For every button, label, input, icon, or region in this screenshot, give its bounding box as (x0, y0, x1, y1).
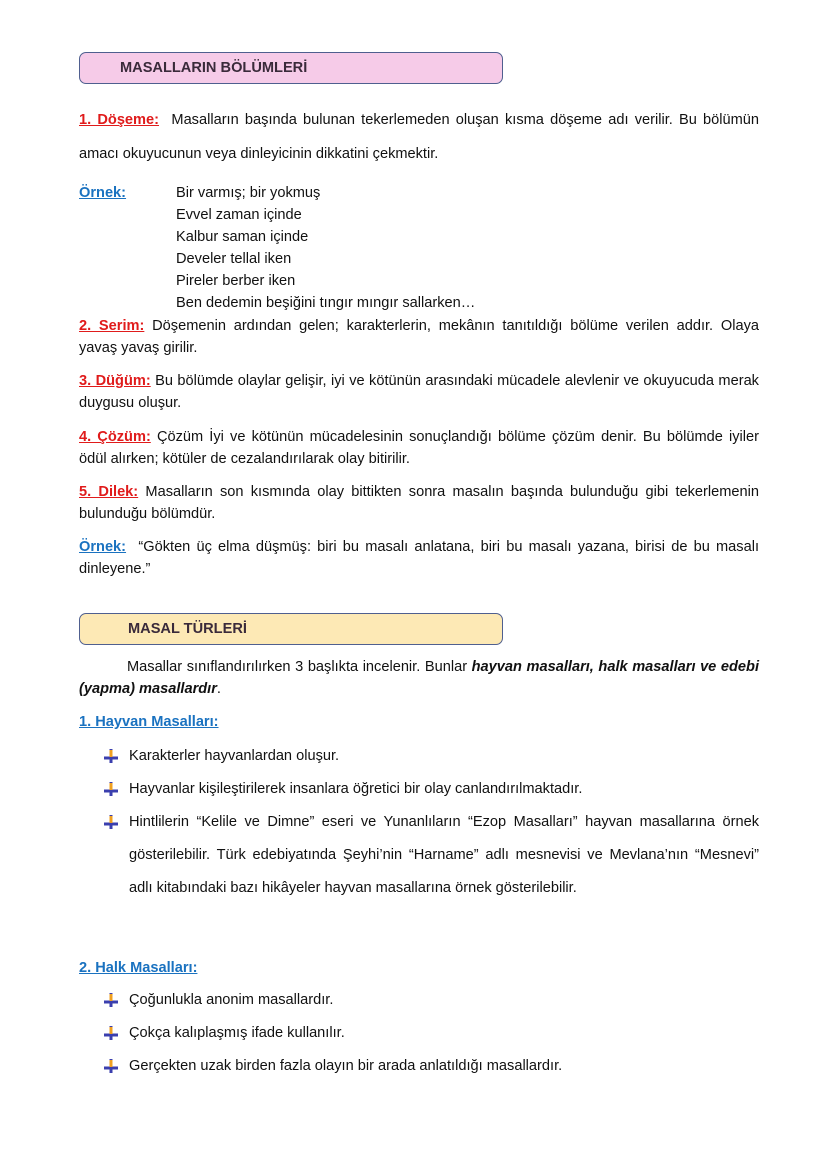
bullet-arrow-icon (104, 1059, 118, 1073)
section-header-bolumler (79, 52, 503, 84)
doseme-label: 1. Döşeme: (79, 112, 160, 128)
item-text: Hayvanlar kişileştirilerek insanlara öğretici bir olay canlandırılmaktadır. (129, 781, 583, 797)
intro-paragraph (79, 656, 759, 700)
example-label: Örnek: (79, 539, 127, 555)
list-item (104, 740, 759, 773)
example-2-paragraph (79, 536, 759, 580)
bullet-arrow-icon (104, 993, 118, 1007)
poem-line: Ben dedemin beşiğini tıngır mıngır sallarken… (176, 295, 476, 311)
doseme-paragraph (79, 103, 759, 171)
cozum-label: 4. Çözüm: (79, 429, 151, 445)
section-title: MASAL TÜRLERİ (128, 621, 247, 637)
list-item (104, 806, 759, 905)
list-item (104, 984, 759, 1017)
example-label-1 (79, 182, 126, 204)
example-text: “Gökten üç elma düşmüş: biri bu masalı anlatana, biri bu masalı yazana, birisi de bu masalı dinleyene.” (79, 539, 759, 577)
bullet-arrow-icon (104, 1026, 118, 1040)
poem-line: Develer tellal iken (176, 251, 292, 267)
list-item (104, 1017, 759, 1050)
example-label: Örnek: (79, 185, 127, 201)
item-text: Çoğunlukla anonim masallardır. (129, 992, 334, 1008)
serim-paragraph (79, 315, 759, 359)
item-text: Karakterler hayvanlardan oluşur. (129, 748, 340, 764)
dugum-label: 3. Düğüm: (79, 373, 151, 389)
dilek-paragraph (79, 481, 759, 525)
section-header-turler (79, 613, 503, 645)
serim-text: Döşemenin ardından gelen; karakterlerin, mekânın tanıtıldığı bölüme verilen addır. Olaya yavaş yavaş girilir. (79, 318, 759, 356)
poem-line: Pireler berber iken (176, 273, 296, 289)
intro-bold: hayvan masalları, halk masalları ve edebi (yapma) masallardır (79, 659, 759, 697)
cozum-text: Çözüm İyi ve kötünün mücadelesinin sonuçlandığı bölüme çözüm denir. Bu bölümde iyiler ödül alırken; kötüler de cezalandırılarak olay bitirilir. (79, 429, 759, 467)
hayvan-heading (79, 711, 759, 733)
item-text: Hintlilerin “Kelile ve Dimne” eseri ve Yunanlıların “Ezop Masalları” hayvan masallarına örnek gösterilebilir. Türk edebiyatında Şeyhi’nin “Harname” adlı mesnevisi ve Mevlana’nın “Mesnevi” adlı kitabındaki bazı hikâyeler hayvan masallarına örnek gösterilebilir. (129, 814, 759, 896)
item-text: Çokça kalıplaşmış ifade kullanılır. (129, 1025, 345, 1041)
serim-label: 2. Serim: (79, 318, 145, 334)
halk-title: 2. Halk Masalları: (79, 960, 198, 976)
bullet-arrow-icon (104, 815, 118, 829)
section-title: MASALLARIN BÖLÜMLERİ (120, 60, 308, 76)
intro-end: . (216, 681, 221, 697)
dugum-paragraph (79, 370, 759, 414)
halk-heading (79, 957, 759, 979)
bullet-arrow-icon (104, 782, 118, 796)
item-text: Gerçekten uzak birden fazla olayın bir arada anlatıldığı masallardır. (129, 1058, 563, 1074)
intro-text: Masallar sınıflandırılırken 3 başlıkta incelenir. Bunlar (127, 659, 472, 675)
dilek-text: Masalların son kısmında olay bittikten sonra masalın başında bulunduğu gibi tekerlemenin bulunduğu bölümdür. (79, 484, 759, 522)
cozum-paragraph (79, 426, 759, 470)
example-poem (176, 182, 475, 314)
hayvan-title: 1. Hayvan Masalları: (79, 714, 219, 730)
dugum-text: Bu bölümde olaylar gelişir, iyi ve kötünün arasındaki mücadele alevlenir ve okuyucuda merak duygusu oluşur. (79, 373, 759, 411)
bullet-arrow-icon (104, 749, 118, 763)
dilek-label: 5. Dilek: (79, 484, 139, 500)
poem-line: Evvel zaman içinde (176, 207, 302, 223)
poem-line: Kalbur saman içinde (176, 229, 309, 245)
list-item (104, 1050, 759, 1083)
poem-line: Bir varmış; bir yokmuş (176, 185, 321, 201)
doseme-text: Masalların başında bulunan tekerlemeden oluşan kısma döşeme adı verilir. Bu bölümün amacı okuyucunun veya dinleyicinin dikkatini çekmektir. (79, 112, 760, 162)
list-item (104, 773, 759, 806)
